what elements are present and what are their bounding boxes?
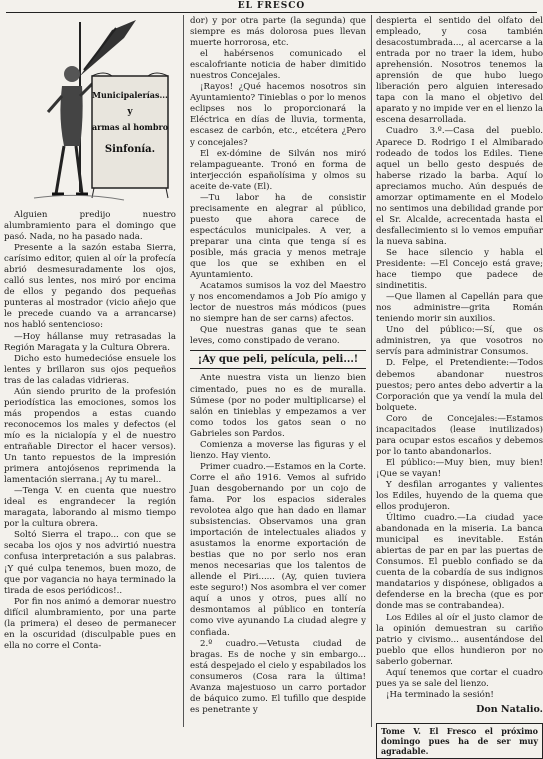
- col2-paragraph: Acatamos sumisos la voz del Maestro y nos encomendamos a Job Pío amigo y lector de nuestros más módicos (pues no siempre han de ser carns) afectos.: [190, 281, 366, 325]
- col2-paragraph: El ex-dómine de Silván nos miró relampagueante. Tronó en forma de interjección españolísima y olmos su aceite de-vate (El).: [190, 148, 366, 192]
- masthead: EL FRESCO: [237, 1, 306, 11]
- col2-paragraph: ¡Rayos! ¿Qué hacemos nosotros sin Ayuntamiento? Tinieblas o por lo menos eclipses nos lo proporcionará la Eléctrica en días de lluvia, tormenta, escasez de carbón, etc., etcétera ¿Pero y concejales?: [190, 82, 366, 148]
- col3-paragraph: Aquí tenemos que cortar el cuadro pues ya se sale del lienzo.: [376, 667, 543, 689]
- section-heading: ¡Ay que peli, película, peli...!: [190, 350, 366, 369]
- col2-paragraph: —Tu labor ha de consistir precisamente en alegrar al público, puesto que ahora carece de espectáculos municipales. A ver, a preparar una cinta que tenga sí es posible, más gracia y menos metraje que los que se exhiben en el Ayuntamiento.: [190, 192, 366, 281]
- col1-paragraph: Alguien predijo nuestro alumbramiento para el domingo que pasó. Nada, no ha pasado nada.: [4, 210, 176, 243]
- column-3: [376, 16, 543, 756]
- col3-paragraph: —Que llamen al Capellán para que nos administre—grita Román teniendo morir sin auxilios.: [376, 292, 543, 325]
- col3-paragraph: D. Felpe, el Pretendiente:—Todos debemos abandonar nuestros puestos; pero antes debo advertir a la Corporación que ya vendí la mula del bolquete.: [376, 358, 543, 413]
- col3-paragraph: El público:—Muy bien, muy bien! ¡Que se vayan!: [376, 457, 543, 479]
- trumpeter-illustration: [4, 16, 176, 208]
- sign-line-3: armas al hombro: [91, 122, 169, 132]
- col3-paragraph: ¡Ha terminado la sesión!: [386, 689, 494, 700]
- sign-line-4: Sinfonía.: [104, 144, 156, 155]
- col1-paragraph: Presente a la sazón estaba Sierra, carísimo editor, quien al oír la profecía abrió desmesuradamente los ojos, calló sus lentes, nos miró por encima de ellos y pegando dos pequeñas punteras al mostrador (vicio añejo que le precede cuando va a arrancarse) nos habló sentencioso:: [4, 243, 176, 331]
- col1-paragraph: —Tenga V. en cuenta que nuestro ideal es engrandecer la región maragata, laborando al mismo tiempo por la cultura obrera.: [4, 486, 176, 530]
- column-2: [190, 16, 366, 716]
- col1-paragraph: Soltó Sierra el trapo... con que se secaba los ojos y nos advirtió nuestra confusa interpretación a sus palabras. ¡Y qué culpa tenemos, buen mozo, de que por vagancia no haya terminado la tirada de esos periódicos!..: [4, 530, 176, 596]
- col3-paragraph: Se hace silencio y habla el Presidente: —El Concejo está grave; hace tiempo que padece de sindinetitis.: [376, 247, 543, 292]
- col3-paragraph: Y desfilan arrogantes y valientes los Ediles, huyendo de la quema que ellos produjeron.: [376, 479, 543, 513]
- col1-paragraph: Dicho esto humedecióse ensuele los lentes y brillaron sus ojos pequeños tras de las caladas vidrieras.: [4, 353, 176, 386]
- col3-paragraph: Coro de Concejales:—Estamos incapacitados (lease inutilizados) para ocupar estos escaños y debemos por lo tanto abandonarlos.: [376, 413, 543, 457]
- col2-paragraph: Que nuestras ganas que te sean leves, como constipado de verano.: [190, 325, 366, 347]
- col3-paragraph: Último cuadro.—La ciudad yace abandonada en la miseria. La banca municipal es inevitable. Están abiertas de par en par las puertas de Consumos. El pueblo confiado se da cuenta de la cobardía de sus indignos mandatarios y dispónese, obligados a defenderse en la brecha (que es por donde mas se contrabandea).: [376, 513, 543, 612]
- col3-paragraph: despierta el sentido del olfato del empleado, y cosa también desacostumbrada..., al acercarse a la entrada por no traer la idem, hubo aprehensión. Nosotros tenemos la aprensión de que hubo luego liberación pero alguien interesado tapa con la mano el objetivo del aparato y no impide ver en el lienzo la escena desarrollada.: [376, 16, 543, 126]
- signature: Don Natalio.: [476, 703, 543, 715]
- sign-line-1: Municipalerías...: [92, 90, 168, 100]
- col1-paragraph: —Hoy hállanse muy retrasadas la Región Maragata y la Cultura Obrera.: [4, 331, 176, 353]
- col2-paragraph: Comienza a moverse las figuras y el lienzo. Hay viento.: [190, 439, 366, 461]
- col2-paragraph: dor) y por otra parte (la segunda) que siempre es más dolorosa pues llevan muerte horrorosa, etc.: [190, 16, 366, 49]
- col2-paragraph: Primer cuadro.—Estamos en la Corte. Corre el año 1916. Vemos al sufrido Juan desgobernando por un cojo de fama. Por los espacios siderales revolotea algo que han dado en llamar subsistencias. Observamos una gran importación de intelectuales aliados y asustamos la enorme exportación de bestias que no por serlo nos eran menos necesarias que los talentos de allende el Piri...... (Ay, quien tuviera este seguro!) Nos asombra el ver comer aquí a unos y otros, pues allí no desmontamos al público en tontería como vive ayunando La ciudad alegre y confiada.: [190, 461, 366, 638]
- col3-paragraph: Cuadro 3.º.—Casa del pueblo. Aparece D. Rodrigo I el Almibarado rodeado de todos los Ediles. Tiene aquel un bello gesto después de haberse rizado la barba. Aquí lo apreciamos mucho. Aún después de amorzar optimamente en el Modelo no sentimos una debilidad grande por el Sr. Alcalde, acrecentada hasta el desfallecimiento si lo vemos empuñar la nueva sabina.: [376, 126, 543, 247]
- col2-paragraph: 2.º cuadro.—Vetusta ciudad de bragas. Es de noche y sin embargo... está despejado el cielo y espabilados los consumeros (Cosa rara la última! Avanza majestuoso un carro portador de báquico zumo. El tufillo que despide es penetrante y: [190, 638, 366, 715]
- col1-paragraph: Por fin nos animó a demorar nuestro difícil alumbramiento, por una parte (la primera) el deseo de permanecer en la oscuridad (disculpable pues en ella no corre el Conta-: [4, 596, 176, 651]
- column-divider: [183, 15, 184, 727]
- sign-line-2: y: [127, 107, 133, 117]
- column-1: [4, 16, 176, 652]
- column-divider: [371, 15, 372, 727]
- col1-paragraph: Aún siendo prurito de la profesión periodística las emociones, somos los más propendos a estas cuando reconocemos los males y defectos (el mío es la nicialopía y el de nuestro entrañable Director el hacer versos). Un tanto repuestos de la impresión primera antojósenos reprimenda la lamentación sierrana.¡ Ay tu marel..: [4, 386, 176, 486]
- col3-paragraph: Uno del público:—Sí, que os administren, ya que vosotros no servís para administrar Consumos.: [376, 325, 543, 358]
- col2-paragraph: Ante nuestra vista un lienzo bien cimentado, pues no es de muralla. Súmese (por no poder multiplicarse) el salón en tinieblas y empezamos a ver como todos los gatos sean o no Gabrieles son Pardos.: [190, 373, 366, 439]
- col2-paragraph: el habérsenos comunicado el escalofriante noticia de haber dimitido nuestros Concejales.: [190, 49, 366, 82]
- col3-paragraph: Los Ediles al oír el justo clamor de la opinión demuestran su cariño patrio y civismo... ausentándose del pueblo que ellos hundieron por no saberlo gobernar.: [376, 612, 543, 667]
- top-rule: [6, 12, 537, 13]
- notice-box: Tome V. El Fresco el próximo domingo pues ha de ser muy agradable.: [376, 723, 543, 759]
- illustration: [4, 16, 176, 208]
- trumpet-icon: [80, 20, 136, 76]
